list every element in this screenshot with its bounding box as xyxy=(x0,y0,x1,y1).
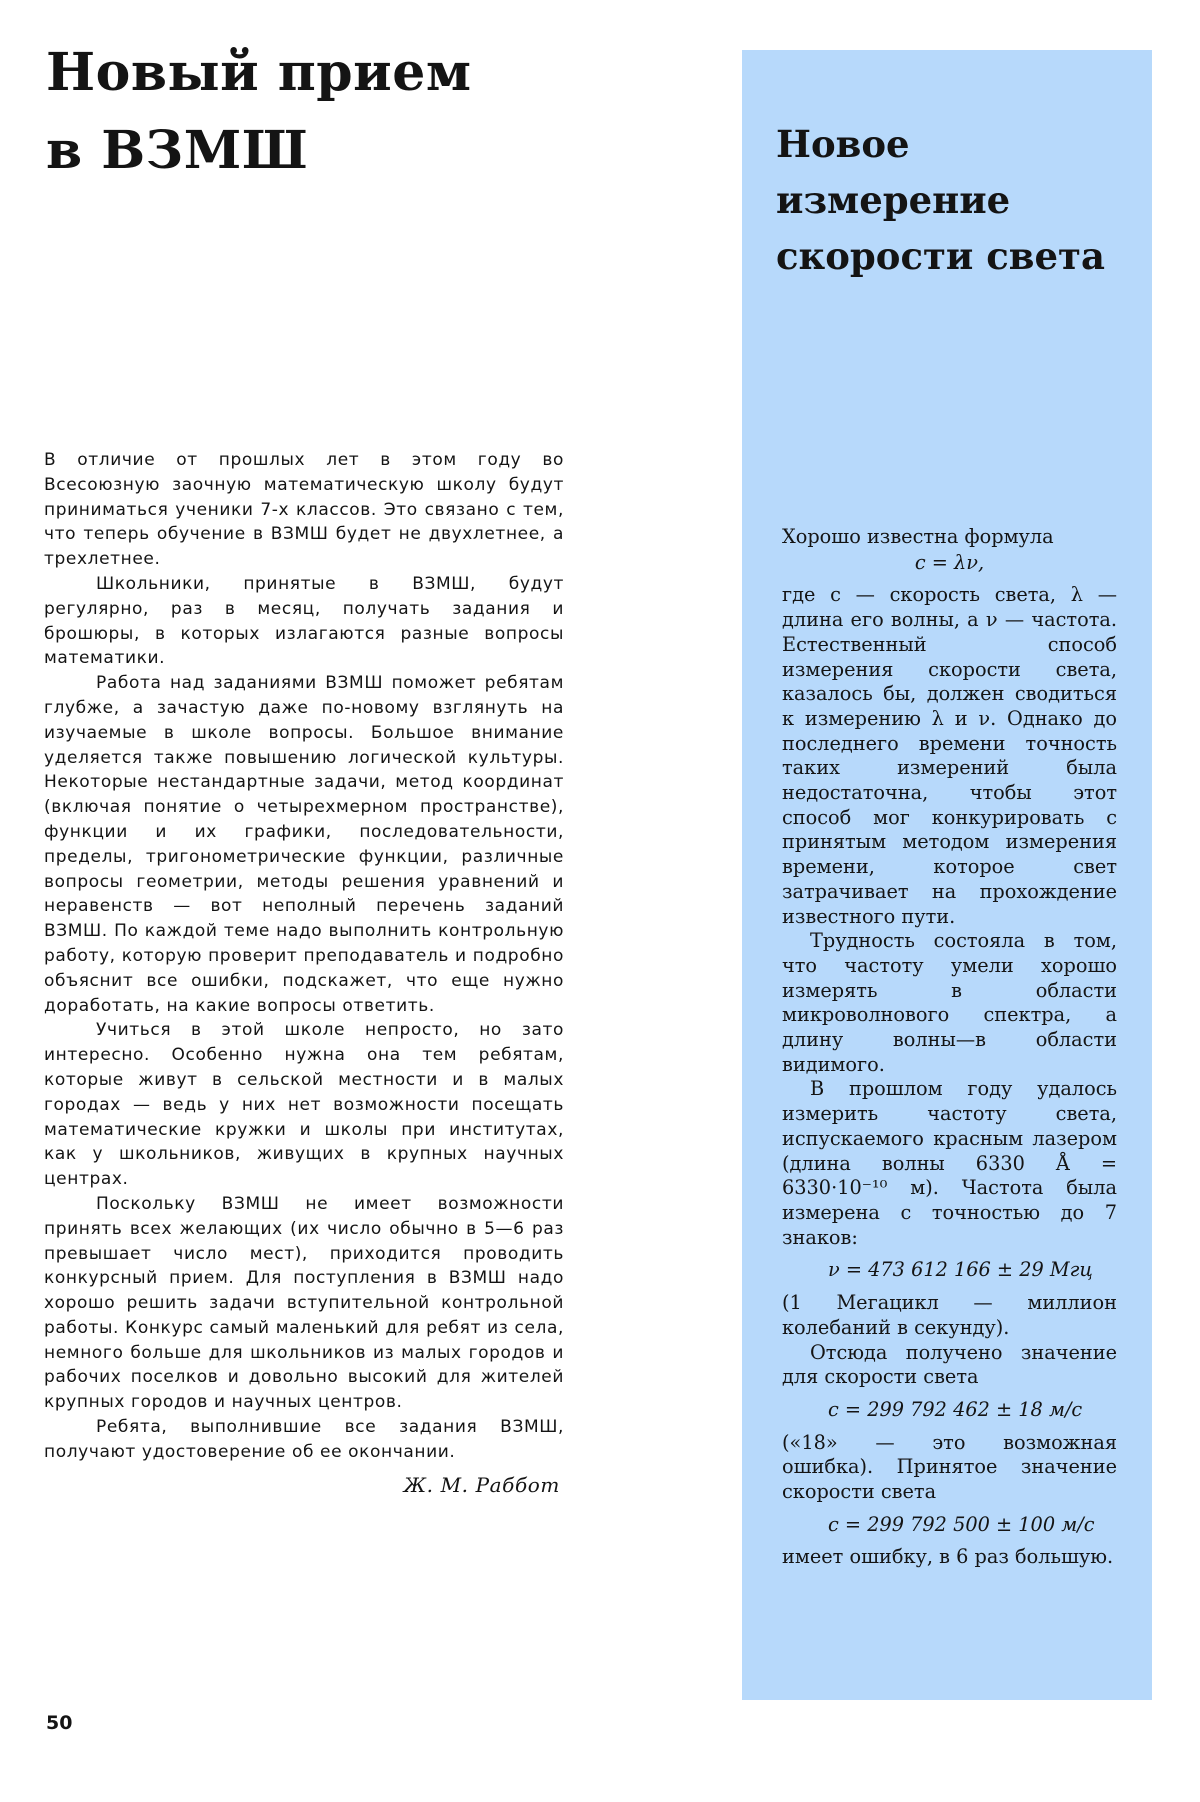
sidebar-panel xyxy=(742,50,1152,1700)
left-paragraph: Учиться в этой школе непросто, но зато интересно. Особенно нужна она тем ребятам, которые живут в сельской местности и в малых городах — ведь у них нет возможности посещать математические кружки и школы при институтах, как у школьников, живущих в крупных научных центрах. xyxy=(44,1020,564,1190)
right-paragraph: В прошлом году удалось измерить частоту света, испускаемого красным лазером (длина волны 6330 Å = 6330·10⁻¹⁰ м). Частота была измерена с точностью до 7 знаков: xyxy=(782,1077,1117,1249)
right-paragraph: («18» — это возможная ошибка). Принятое значение скорости света xyxy=(782,1430,1117,1504)
right-paragraph: Трудность состояла в том, что частоту умели хорошо измерять в области микроволнового спектра, а длину волны—в области видимого. xyxy=(782,929,1117,1076)
left-paragraph: В отличие от прошлых лет в этом году во Всесоюзную заочную математическую школу будут приниматься ученики 7-х классов. Это связано с тем, что теперь обучение в ВЗМШ будет не двухлетнее, а трехлетнее. xyxy=(44,450,564,570)
formula-speed-measured: c = 299 792 462 ± 18 м/с xyxy=(828,1397,1083,1421)
left-paragraph: Школьники, принятые в ВЗМШ, будут регулярно, раз в месяц, получать задания и брошюры, в которых излагаются разные вопросы математики. xyxy=(44,573,564,669)
left-article-title xyxy=(46,34,686,190)
right-paragraph: (1 Мегацикл — миллион колебаний в секунду). xyxy=(782,1291,1117,1339)
page-number: 50 xyxy=(46,1712,73,1734)
right-title-line: Новое xyxy=(776,122,910,166)
right-article-title xyxy=(776,116,1136,284)
author-signature: Ж. М. Раббот xyxy=(403,1472,560,1497)
left-title-line: в ВЗМШ xyxy=(46,120,309,181)
left-title-line: Новый прием xyxy=(46,42,472,103)
left-paragraph: Поскольку ВЗМШ не имеет возможности принять всех желающих (их число обычно в 5—6 раз превышает число мест), приходится проводить конкурсный прием. Для поступления в ВЗМШ надо хорошо решить задачи вступительной контрольной работы. Конкурс самый маленький для ребят из села, немного больше для школьников из малых городов и рабочих поселков и довольно высокий для жителей крупных городов и научных центров. xyxy=(44,1193,564,1413)
left-paragraph: Ребята, выполнившие все задания ВЗМШ, получают удостоверение об ее окончании. xyxy=(44,1417,564,1462)
formula-wavelength: c = λν, xyxy=(914,550,985,574)
formula-frequency: ν = 473 612 166 ± 29 Мгц xyxy=(828,1258,1093,1282)
intro-text: Хорошо известна формула xyxy=(782,525,1054,548)
right-title-line: измерение xyxy=(776,178,1011,222)
right-paragraph: где c — скорость света, λ — длина его волны, а ν — частота. Естественный способ измерения скорости света, казалось бы, должен сводиться к измерению λ и ν. Однако до последнего времени точность таких измерений была недостаточна, чтобы этот способ мог конкурировать с принятым методом измерения времени, которое свет затрачивает на прохождение известного пути. xyxy=(782,583,1117,928)
left-article-body xyxy=(44,448,564,1497)
formula-speed-accepted: c = 299 792 500 ± 100 м/с xyxy=(828,1512,1095,1536)
right-title-line: скорости света xyxy=(776,234,1105,278)
right-paragraph: Отсюда получено значение для скорости света xyxy=(782,1340,1117,1389)
left-paragraph: Работа над заданиями ВЗМШ поможет ребятам глубже, а зачастую даже по-новому взглянуть на изучаемые в школе вопросы. Большое внимание уделяется также повышению логической культуры. Некоторые нестандартные задачи, метод координат (включая понятие о четырехмерном пространстве), функции и их графики, последовательности, пределы, тригонометрические функции, различные вопросы геометрии, методы решения уравнений и неравенств — вот неполный перечень заданий ВЗМШ. По каждой теме надо выполнить контрольную работу, которую проверит преподаватель и подробно объяснит все ошибки, подскажет, что еще нужно доработать, на какие вопросы ответить. xyxy=(44,673,564,1016)
right-article-body xyxy=(782,525,1117,1570)
right-paragraph: имеет ошибку, в 6 раз большую. xyxy=(782,1545,1114,1569)
